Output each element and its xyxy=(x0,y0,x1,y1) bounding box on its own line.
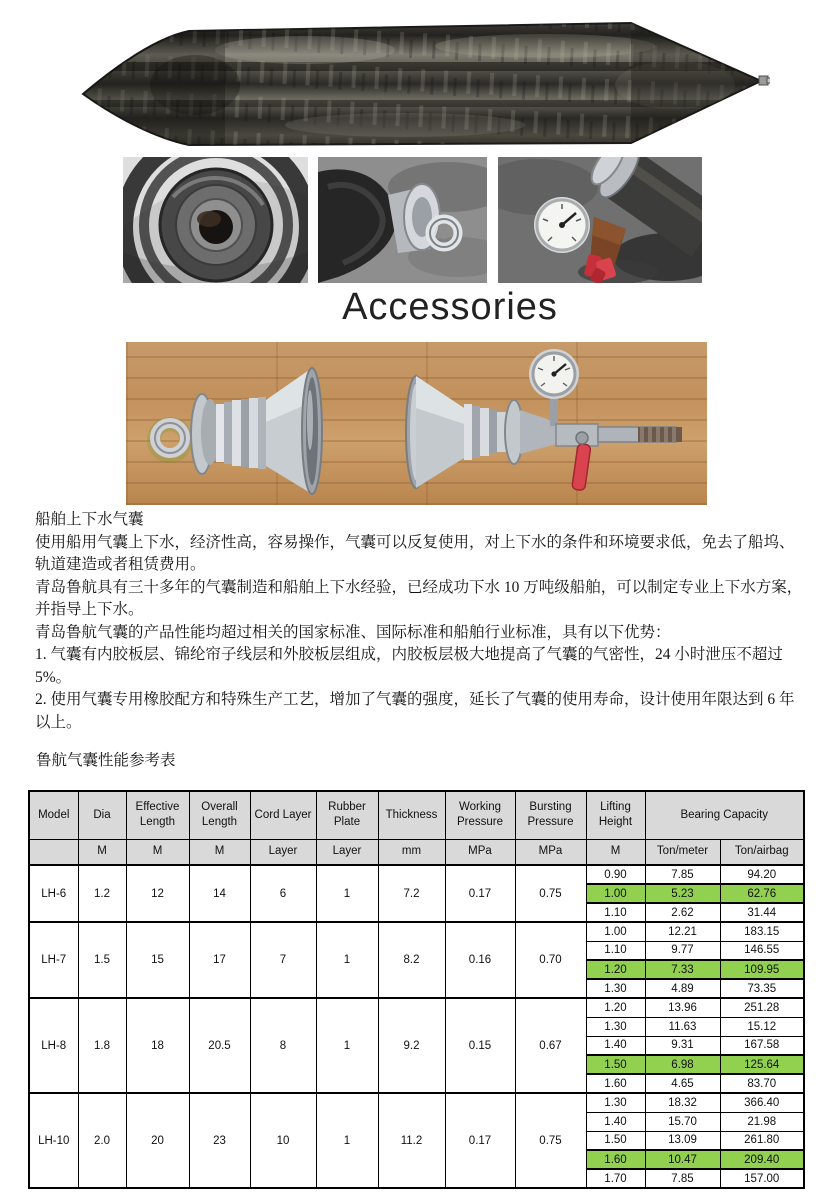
airbag-pressure-gauge-photo xyxy=(498,157,702,283)
cell-ton-per-airbag: 167.58 xyxy=(720,1036,804,1055)
cell-ton-per-meter: 9.31 xyxy=(645,1036,720,1055)
airbag-main-photo xyxy=(75,10,770,150)
cell-ton-per-airbag: 83.70 xyxy=(720,1074,804,1093)
cell-ton-per-meter: 12.21 xyxy=(645,922,720,941)
cell-ton-per-airbag: 261.80 xyxy=(720,1131,804,1150)
cell-bursting_pressure: 0.75 xyxy=(515,865,586,922)
cell-overall_length: 17 xyxy=(189,922,250,998)
cell-working_pressure: 0.15 xyxy=(445,998,515,1093)
cell-bursting_pressure: 0.75 xyxy=(515,1093,586,1188)
cell-lifting-height: 1.30 xyxy=(586,979,645,998)
cell-ton-per-airbag: 21.98 xyxy=(720,1112,804,1131)
cell-ton-per-meter: 9.77 xyxy=(645,941,720,960)
cell-model: LH-8 xyxy=(29,998,78,1093)
cell-ton-per-meter: 11.63 xyxy=(645,1017,720,1036)
cell-cord_layer: 6 xyxy=(250,865,316,922)
cell-model: LH-7 xyxy=(29,922,78,998)
cell-rubber_plate: 1 xyxy=(316,922,378,998)
cell-lifting-height: 1.30 xyxy=(586,1093,645,1112)
cell-lifting-height: 1.00 xyxy=(586,884,645,903)
cell-ton-per-airbag: 157.00 xyxy=(720,1169,804,1188)
airbag-mouth-fitting-icon xyxy=(154,368,322,494)
table-header xyxy=(29,791,804,865)
header-row-main xyxy=(29,791,804,839)
table-row-lh-8-1.20 xyxy=(29,998,804,1017)
column-header-8: Working Pressure xyxy=(445,791,515,839)
column-header-3: Effective Length xyxy=(126,791,189,839)
cell-thickness: 11.2 xyxy=(378,1093,445,1188)
cell-effective_length: 15 xyxy=(126,922,189,998)
table-row-lh-7-1.00 xyxy=(29,922,804,941)
cell-ton-per-meter: 7.85 xyxy=(645,865,720,884)
airbag-end-flange-photo xyxy=(123,157,308,283)
cell-lifting-height: 0.90 xyxy=(586,865,645,884)
unit-header-2: M xyxy=(78,839,126,865)
unit-header-4: M xyxy=(189,839,250,865)
intro-paragraph-3: 青岛鲁航气囊的产品性能均超过相关的国家标准、国际标准和船舶行业标准，具有以下优势： xyxy=(35,623,671,641)
column-header-4: Overall Length xyxy=(189,791,250,839)
cell-rubber_plate: 1 xyxy=(316,1093,378,1188)
unit-header-5: Layer xyxy=(250,839,316,865)
cell-ton-per-airbag: 183.15 xyxy=(720,922,804,941)
cell-lifting-height: 1.60 xyxy=(586,1150,645,1169)
cell-effective_length: 12 xyxy=(126,865,189,922)
cell-cord_layer: 8 xyxy=(250,998,316,1093)
column-header-5: Cord Layer xyxy=(250,791,316,839)
table-body xyxy=(29,865,804,1188)
cell-ton-per-meter: 5.23 xyxy=(645,884,720,903)
cell-ton-per-meter: 7.85 xyxy=(645,1169,720,1188)
cell-rubber_plate: 1 xyxy=(316,865,378,922)
cell-lifting-height: 1.50 xyxy=(586,1131,645,1150)
cell-lifting-height: 1.30 xyxy=(586,1017,645,1036)
performance-table xyxy=(28,790,805,1189)
cell-ton-per-meter: 18.32 xyxy=(645,1093,720,1112)
cell-overall_length: 14 xyxy=(189,865,250,922)
cell-cord_layer: 7 xyxy=(250,922,316,998)
cell-working_pressure: 0.16 xyxy=(445,922,515,998)
cell-ton-per-meter: 4.65 xyxy=(645,1074,720,1093)
cell-ton-per-airbag: 31.44 xyxy=(720,903,804,922)
cell-dia: 1.8 xyxy=(78,998,126,1093)
unit-header-6: Layer xyxy=(316,839,378,865)
cell-bursting_pressure: 0.67 xyxy=(515,998,586,1093)
cell-bursting_pressure: 0.70 xyxy=(515,922,586,998)
cell-lifting-height: 1.70 xyxy=(586,1169,645,1188)
cell-ton-per-airbag: 366.40 xyxy=(720,1093,804,1112)
cell-ton-per-meter: 15.70 xyxy=(645,1112,720,1131)
cell-working_pressure: 0.17 xyxy=(445,865,515,922)
unit-header-8: MPa xyxy=(445,839,515,865)
cell-ton-per-airbag: 146.55 xyxy=(720,941,804,960)
cell-lifting-height: 1.60 xyxy=(586,1074,645,1093)
cell-ton-per-meter: 7.33 xyxy=(645,960,720,979)
cell-effective_length: 20 xyxy=(126,1093,189,1188)
airbag-end-fitting-photo xyxy=(318,157,487,283)
cell-ton-per-meter: 13.96 xyxy=(645,998,720,1017)
cell-model: LH-6 xyxy=(29,865,78,922)
cell-thickness: 9.2 xyxy=(378,998,445,1093)
airbag-illustration xyxy=(75,10,770,150)
table-row-lh-6-0.90 xyxy=(29,865,804,884)
cell-lifting-height: 1.40 xyxy=(586,1036,645,1055)
intro-paragraph-5: 2. 使用气囊专用橡胶配方和特殊生产工艺，增加了气囊的强度，延长了气囊的使用寿命，设计使用年限达到 6 年以上。 xyxy=(35,691,795,731)
header-row-units xyxy=(29,839,804,865)
intro-paragraph-1: 使用船用气囊上下水，经济性高，容易操作，气囊可以反复使用，对上下水的条件和环境要求低，免去了船坞、轨道建造或者租赁费用。 xyxy=(35,533,795,573)
cell-effective_length: 18 xyxy=(126,998,189,1093)
cell-dia: 2.0 xyxy=(78,1093,126,1188)
intro-paragraphs xyxy=(35,532,805,735)
cell-ton-per-airbag: 251.28 xyxy=(720,998,804,1017)
column-header-1: Model xyxy=(29,791,78,839)
unit-header-12: Ton/airbag xyxy=(720,839,804,865)
cell-model: LH-10 xyxy=(29,1093,78,1188)
cell-ton-per-meter: 6.98 xyxy=(645,1055,720,1074)
cell-lifting-height: 1.10 xyxy=(586,941,645,960)
unit-header-10: M xyxy=(586,839,645,865)
cell-overall_length: 23 xyxy=(189,1093,250,1188)
intro-heading: 船舶上下水气囊 xyxy=(35,511,144,528)
cell-lifting-height: 1.40 xyxy=(586,1112,645,1131)
cell-ton-per-airbag: 15.12 xyxy=(720,1017,804,1036)
cell-ton-per-airbag: 109.95 xyxy=(720,960,804,979)
cell-ton-per-airbag: 94.20 xyxy=(720,865,804,884)
column-header-2: Dia xyxy=(78,791,126,839)
table-row-lh-10-1.30 xyxy=(29,1093,804,1112)
unit-header-7: mm xyxy=(378,839,445,865)
cell-ton-per-airbag: 73.35 xyxy=(720,979,804,998)
cell-ton-per-airbag: 209.40 xyxy=(720,1150,804,1169)
unit-header-3: M xyxy=(126,839,189,865)
cell-ton-per-meter: 2.62 xyxy=(645,903,720,922)
cell-rubber_plate: 1 xyxy=(316,998,378,1093)
accessories-heading: Accessories xyxy=(342,286,558,328)
cell-dia: 1.2 xyxy=(78,865,126,922)
cell-ton-per-meter: 4.89 xyxy=(645,979,720,998)
inflation-valve-assembly-icon xyxy=(406,349,682,491)
cell-ton-per-meter: 10.47 xyxy=(645,1150,720,1169)
intro-paragraph-4: 1. 气囊有内胶板层、锦纶帘子线层和外胶板层组成，内胶板层极大地提高了气囊的气密性，24 小时泄压不超过 5%。 xyxy=(35,646,783,686)
column-header-11: Bearing Capacity xyxy=(645,791,804,839)
table-title: 鲁航气囊性能参考表 xyxy=(36,752,176,769)
unit-header-9: MPa xyxy=(515,839,586,865)
cell-working_pressure: 0.17 xyxy=(445,1093,515,1188)
cell-lifting-height: 1.20 xyxy=(586,998,645,1017)
cell-lifting-height: 1.10 xyxy=(586,903,645,922)
accessories-photo xyxy=(126,342,707,505)
column-header-7: Thickness xyxy=(378,791,445,839)
column-header-10: Lifting Height xyxy=(586,791,645,839)
cell-lifting-height: 1.50 xyxy=(586,1055,645,1074)
column-header-9: Bursting Pressure xyxy=(515,791,586,839)
cell-overall_length: 20.5 xyxy=(189,998,250,1093)
cell-cord_layer: 10 xyxy=(250,1093,316,1188)
column-header-6: Rubber Plate xyxy=(316,791,378,839)
cell-dia: 1.5 xyxy=(78,922,126,998)
intro-paragraph-2: 青岛鲁航具有三十多年的气囊制造和船舶上下水经验，已经成功下水 10 万吨级船舶，可以制定专业上下水方案，并指导上下水。 xyxy=(35,578,803,618)
cell-thickness: 7.2 xyxy=(378,865,445,922)
airbag-tip-fitting-icon xyxy=(759,76,770,85)
unit-header-11: Ton/meter xyxy=(645,839,720,865)
cell-thickness: 8.2 xyxy=(378,922,445,998)
cell-lifting-height: 1.20 xyxy=(586,960,645,979)
cell-ton-per-meter: 13.09 xyxy=(645,1131,720,1150)
cell-ton-per-airbag: 125.64 xyxy=(720,1055,804,1074)
intro-text xyxy=(35,509,805,734)
cell-ton-per-airbag: 62.76 xyxy=(720,884,804,903)
cell-lifting-height: 1.00 xyxy=(586,922,645,941)
unit-header-1 xyxy=(29,839,78,865)
